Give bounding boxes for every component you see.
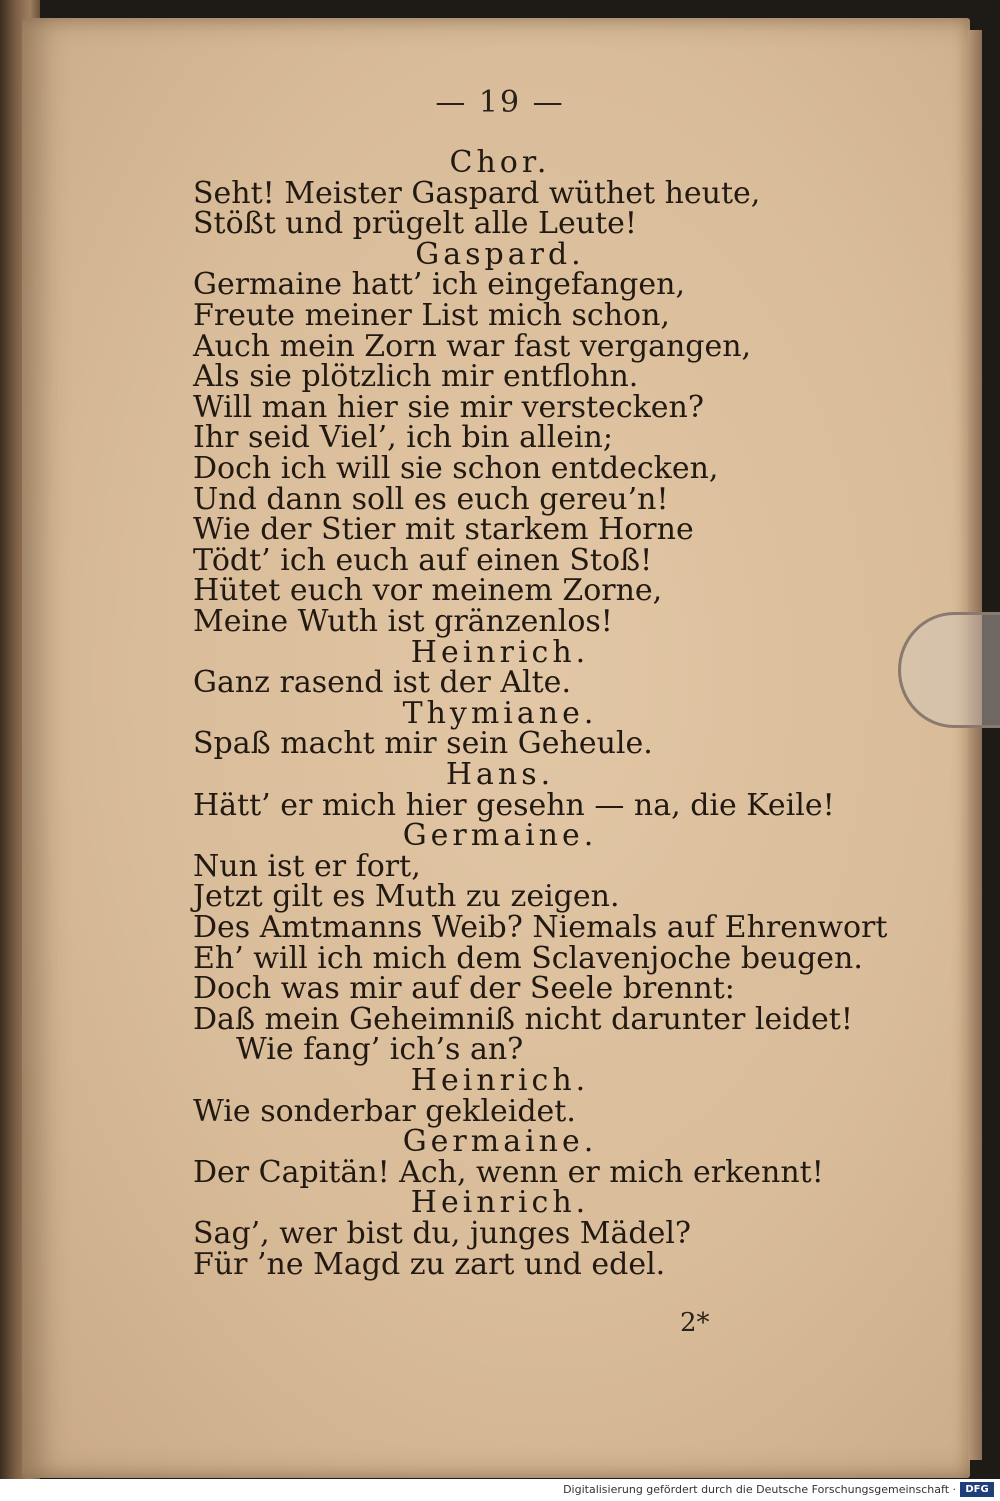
speaker-name: Gaspard. — [415, 236, 585, 272]
speaker-name: Chor. — [449, 145, 551, 180]
verse-line: Für ’ne Magd zu zart und edel. — [193, 1246, 666, 1282]
verse-line: Sag’, wer bist du, junges Mädel? — [193, 1216, 692, 1251]
speaker-name: Germaine. — [402, 1124, 598, 1160]
verse-line: Wie fang’ ich’s an? — [236, 1032, 524, 1068]
signature-mark: 2* — [680, 1308, 710, 1338]
verse-line: Des Amtmanns Weib? Niemals auf Ehrenwort — [193, 910, 888, 945]
verse-line: Hätt’ er mich hier gesehn — na, die Keile! — [193, 787, 835, 823]
verse-line: Als sie plötzlich mir entflohn. — [193, 359, 639, 395]
verse-line: Auch mein Zorn war fast vergangen, — [193, 328, 752, 364]
verse-line: Meine Wuth ist gränzenlos! — [193, 604, 613, 639]
verse-line: Der Capitän! Ach, wenn er mich erkennt! — [193, 1154, 824, 1190]
footer-bar — [0, 1479, 1000, 1501]
verse-line: Ihr seid Viel’, ich bin allein; — [193, 420, 613, 456]
footer-credit: Digitalisierung gefördert durch die Deutsche Forschungsgemeinschaft · — [563, 1483, 956, 1496]
verse-line: Wie der Stier mit starkem Horne — [193, 512, 694, 548]
speaker-name: Heinrich. — [410, 634, 590, 670]
verse-line: Tödt’ ich euch auf einen Stoß! — [193, 542, 653, 578]
verse-line: Wie sonderbar gekleidet. — [193, 1093, 576, 1129]
speaker-name: Germaine. — [402, 818, 598, 854]
verse-line: Freute meiner List mich schon, — [193, 298, 670, 333]
page-number: — 19 — — [435, 85, 565, 120]
verse-line: Und dann soll es euch gereu’n! — [193, 481, 669, 517]
verse-line: Spaß macht mir sein Geheule. — [193, 726, 653, 762]
verse-line: Will man hier sie mir verstecken? — [193, 389, 704, 425]
verse-line: Seht! Meister Gaspard wüthet heute, — [193, 175, 761, 211]
speaker-name: Heinrich. — [410, 1063, 590, 1098]
verse-line: Eh’ will ich mich dem Sclavenjoche beugen. — [193, 940, 863, 976]
verse-line: Doch was mir auf der Seele brennt: — [193, 971, 735, 1007]
verse-line: Nun ist er fort, — [193, 848, 421, 884]
verse-line: Germaine hatt’ ich eingefangen, — [193, 267, 685, 303]
verse-line: Doch ich will sie schon entdecken, — [193, 451, 719, 486]
speaker-name: Heinrich. — [410, 1185, 590, 1221]
speaker-name: Hans. — [445, 757, 555, 792]
verse-line: Stößt und prügelt alle Leute! — [193, 206, 637, 242]
verse-line: Jetzt gilt es Muth zu zeigen. — [193, 879, 620, 915]
dfg-logo: DFG — [960, 1482, 994, 1497]
speaker-name: Thymiane. — [402, 695, 598, 731]
verse-line: Ganz rasend ist der Alte. — [193, 665, 571, 701]
verse-line: Hütet euch vor meinem Zorne, — [193, 573, 663, 609]
verse-line: Daß mein Geheimniß nicht darunter leidet! — [193, 1001, 853, 1037]
